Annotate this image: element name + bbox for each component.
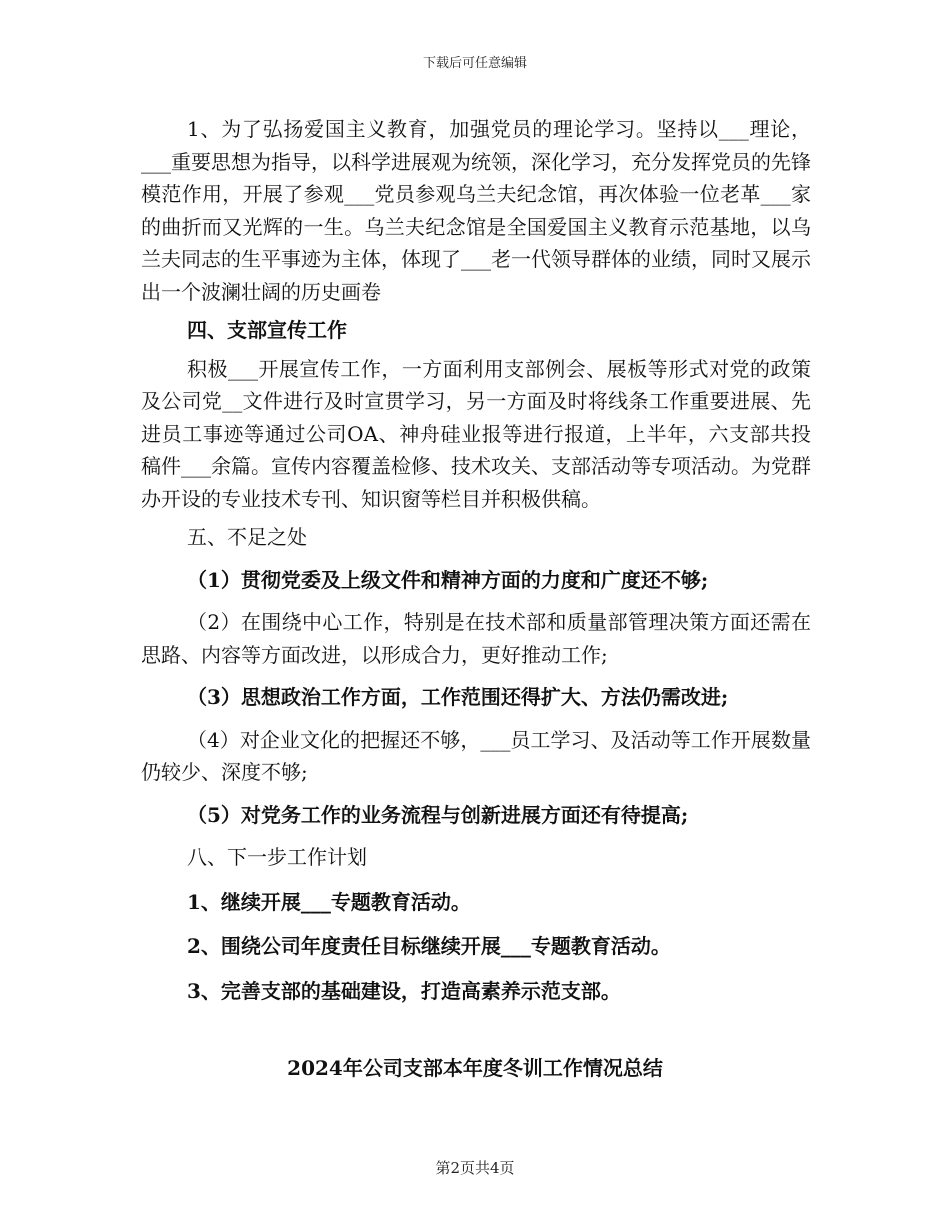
shortcoming-2: （2）在围绕中心工作，特别是在技术部和质量部管理决策方面还需在思路、内容等方面改进，以形成合力，更好推动工作;: [141, 610, 811, 667]
heading-propaganda: 四、支部宣传工作: [187, 318, 347, 342]
page-header-note: 下载后可任意编辑: [422, 56, 527, 71]
shortcoming-5: （5）对党务工作的业务流程与创新进展方面还有待提高;: [187, 802, 689, 827]
document-body: [141, 113, 811, 1007]
heading-next-plan: 八、下一步工作计划: [187, 845, 367, 869]
shortcoming-3: （3）思想政治工作方面，工作范围还得扩大、方法仍需改进;: [187, 685, 729, 709]
plan-item-3: 3、完善支部的基础建设，打造高素养示范支部。: [187, 978, 621, 1003]
shortcoming-4: （4）对企业文化的把握还不够，___员工学习、及活动等工作开展数量仍较少、深度不够;: [141, 727, 811, 784]
plan-item-2: 2、围绕公司年度责任目标继续开展___专题教育活动。: [187, 934, 671, 958]
paragraph-study: 1、为了弘扬爱国主义教育，加强党员的理论学习。坚持以___理论，___重要思想为指导，以科学进展观为统领，深化学习，充分发挥党员的先锋模范作用，开展了参观___党员参观乌兰夫纪念馆，再次体验一位老革___家的曲折而又光辉的一生。乌兰夫纪念馆是全国爱国主义教育示范基地，以乌兰夫同志的生平事迹为主体，体现了___老一代领导群体的业绩，同时又展示出一个波澜壮阔的历史画卷: [141, 117, 811, 304]
next-document-title: 2024年公司支部本年度冬训工作情况总结: [287, 1056, 663, 1080]
paragraph-propaganda: 积极___开展宣传工作，一方面利用支部例会、展板等形式对党的政策及公司党__文件进行及时宣贯学习，另一方面及时将线条工作重要进展、先进员工事迹等通过公司OA、神舟硅业报等进行报道，上半年，六支部共投稿件___余篇。宣传内容覆盖检修、技术攻关、支部活动等专项活动。为党群办开设的专业技术专刊、知识窗等栏目并积极供稿。: [141, 356, 811, 511]
plan-item-1: 1、继续开展___专题教育活动。: [187, 889, 471, 914]
heading-shortcomings: 五、不足之处: [187, 525, 307, 549]
shortcoming-1: （1）贯彻党委及上级文件和精神方面的力度和广度还不够;: [187, 567, 709, 592]
page-number: 第2页共4页: [435, 1159, 515, 1177]
